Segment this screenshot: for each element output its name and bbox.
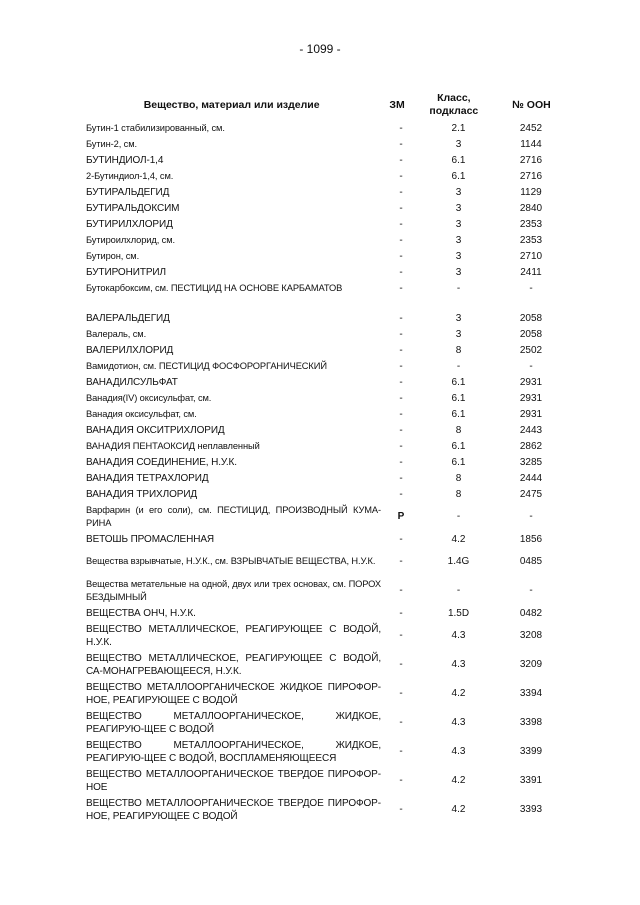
cell-un-number: 3393 (519, 804, 543, 815)
header-name: Вещество, материал или изделие (143, 99, 320, 111)
cell-zm: - (399, 392, 403, 404)
cell-class: 8 (455, 488, 462, 500)
cell-class: 3 (455, 312, 462, 324)
table-row (86, 679, 566, 708)
table-row (86, 374, 566, 390)
table-row (86, 422, 566, 438)
cell-class: 8 (455, 472, 462, 484)
cell-un-number: 3399 (519, 746, 543, 757)
cell-class: 4.3 (451, 746, 466, 757)
cell-class: 4.2 (451, 775, 466, 786)
table-row (86, 200, 566, 216)
table-row (86, 438, 566, 454)
cell-un-number: 2862 (519, 440, 543, 452)
cell-zm: - (399, 266, 403, 278)
cell-class: 4.2 (451, 533, 466, 545)
cell-un-number: 3398 (519, 717, 543, 728)
cell-name: Вамидотион, см. ПЕСТИЦИД ФОСФОРОРГАНИЧЕСКИЙ (86, 360, 327, 371)
cell-un-number: 2443 (519, 424, 543, 436)
cell-zm: - (399, 408, 403, 420)
table-row (86, 502, 566, 531)
cell-name: БУТИНДИОЛ-1,4 (86, 154, 164, 166)
cell-name: ВАНАДИЛСУЛЬФАТ (86, 376, 178, 388)
cell-class: 4.3 (451, 659, 466, 670)
cell-un-number: 1129 (520, 186, 542, 198)
cell-class: - (456, 360, 461, 372)
cell-un-number: 2411 (520, 266, 542, 278)
table-row (86, 358, 566, 374)
cell-un-number: 2475 (519, 488, 543, 500)
cell-name: БУТИРОНИТРИЛ (86, 266, 166, 278)
cell-zm: - (399, 186, 403, 198)
cell-name: 2-Бутиндиол-1,4, см. (86, 170, 174, 181)
cell-zm: - (399, 202, 403, 214)
cell-name: ВЕЩЕСТВО МЕТАЛЛИЧЕСКОЕ, РЕАГИРУЮЩЕЕ С ВОДОЙ, СА-МОНАГРЕВАЮЩЕЕСЯ, Н.У.К. (86, 652, 381, 677)
cell-class: 1.5D (447, 607, 470, 619)
table-row (86, 184, 566, 200)
cell-class: 3 (455, 138, 462, 150)
cell-un-number: 2840 (519, 202, 543, 214)
cell-class: 4.3 (451, 717, 466, 728)
cell-name: Бутин-2, см. (86, 138, 137, 149)
cell-name: Варфарин (и его соли), см. ПЕСТИЦИД, ПРОИЗВОДНЫЙ КУМА-РИНА (86, 504, 381, 528)
table-row (86, 621, 566, 650)
cell-un-number: 2058 (519, 312, 543, 324)
table-row (86, 795, 566, 824)
cell-zm: Р (397, 511, 405, 522)
cell-name: ВЕЩЕСТВО МЕТАЛЛООРГАНИЧЕСКОЕ ЖИДКОЕ ПИРОФОР-НОЕ, РЕАГИРУЮЩЕЕ С ВОДОЙ (86, 681, 381, 706)
cell-zm: - (399, 360, 403, 372)
table-row (86, 120, 566, 136)
table-row (86, 454, 566, 470)
cell-zm: - (399, 630, 403, 641)
cell-zm: - (399, 138, 403, 150)
cell-zm: - (399, 456, 403, 468)
table-row (86, 264, 566, 280)
cell-zm: - (399, 533, 403, 545)
cell-zm: - (399, 746, 403, 757)
cell-class: 6.1 (451, 170, 466, 182)
cell-un-number: - (529, 585, 533, 596)
cell-zm: - (399, 344, 403, 356)
cell-un-number: 3209 (519, 659, 543, 670)
cell-class: 8 (455, 344, 462, 356)
cell-zm: - (399, 804, 403, 815)
cell-un-number: 0485 (519, 556, 543, 567)
cell-zm: - (399, 122, 403, 134)
table-row (86, 486, 566, 502)
cell-name: ВАНАДИЯ ОКСИТРИХЛОРИД (86, 424, 225, 436)
cell-class: 8 (455, 424, 462, 436)
cell-name: Вещества метательные на одной, двух или трех основах, см. ПОРОХ БЕЗДЫМНЫЙ (86, 578, 381, 602)
cell-zm: - (399, 312, 403, 324)
cell-un-number: 3391 (519, 775, 543, 786)
cell-un-number: - (529, 511, 533, 522)
cell-un-number: 2502 (519, 344, 543, 356)
cell-class: 3 (455, 218, 462, 230)
cell-un-number: 2710 (519, 250, 543, 262)
table-row (86, 152, 566, 168)
table-row (86, 470, 566, 486)
cell-name: ВЕЩЕСТВО МЕТАЛЛООРГАНИЧЕСКОЕ ТВЕРДОЕ ПИРОФОР-НОЕ, РЕАГИРУЮЩЕЕ С ВОДОЙ (86, 797, 381, 822)
cell-un-number: 1144 (520, 138, 542, 150)
cell-class: 4.2 (451, 804, 466, 815)
cell-name: ВЕЩЕСТВО МЕТАЛЛИЧЕСКОЕ, РЕАГИРУЮЩЕЕ С ВОДОЙ, Н.У.К. (86, 623, 381, 648)
table-header (86, 92, 566, 118)
cell-class: - (456, 511, 461, 522)
cell-un-number: 2931 (519, 392, 543, 404)
cell-zm: - (399, 218, 403, 230)
cell-zm: - (399, 775, 403, 786)
cell-name: ВАНАДИЯ СОЕДИНЕНИЕ, Н.У.К. (86, 456, 237, 468)
cell-name: ВАНАДИЯ ТРИХЛОРИД (86, 488, 198, 500)
cell-zm: - (399, 234, 403, 246)
cell-class: 4.2 (451, 688, 466, 699)
cell-name: Бутироилхлорид, см. (86, 234, 175, 245)
cell-name: Ванадия оксисульфат, см. (86, 408, 197, 419)
cell-zm: - (399, 488, 403, 500)
table-row (86, 406, 566, 422)
cell-name: ВАЛЕРИЛХЛОРИД (86, 344, 174, 356)
cell-class: 6.1 (451, 408, 466, 420)
table-row (86, 168, 566, 184)
cell-un-number: 1856 (519, 533, 543, 545)
cell-name: ВЕТОШЬ ПРОМАСЛЕННАЯ (86, 533, 215, 545)
cell-class: 6.1 (451, 456, 466, 468)
table-row (86, 342, 566, 358)
cell-name: БУТИРАЛЬДЕГИД (86, 186, 170, 198)
cell-name: Бутокарбоксим, см. ПЕСТИЦИД НА ОСНОВЕ КАРБАМАТОВ (86, 282, 343, 293)
cell-class: 3 (455, 186, 462, 198)
cell-class: 6.1 (451, 440, 466, 452)
table-row (86, 390, 566, 406)
cell-class: 3 (455, 234, 462, 246)
table-row (86, 310, 566, 326)
table-row (86, 576, 566, 605)
cell-name: БУТИРИЛХЛОРИД (86, 218, 173, 230)
cell-name: Валераль, см. (86, 328, 147, 339)
cell-zm: - (399, 688, 403, 699)
header-un-number: № ООН (512, 99, 551, 111)
cell-class: 1.4G (447, 556, 470, 567)
cell-class: - (456, 282, 461, 294)
table-row (86, 605, 566, 621)
header-class: Класс, подкласс (429, 92, 479, 117)
cell-un-number: 2353 (519, 218, 543, 230)
cell-un-number: 2931 (519, 408, 543, 420)
cell-name: ВЕЩЕСТВО МЕТАЛЛООРГАНИЧЕСКОЕ ТВЕРДОЕ ПИРОФОР-НОЕ (86, 768, 381, 793)
cell-name: ВЕЩЕСТВА ОНЧ, Н.У.К. (86, 607, 196, 619)
cell-class: 3 (455, 328, 462, 340)
substances-table (86, 92, 566, 824)
table-row (86, 708, 566, 737)
cell-zm: - (399, 607, 403, 619)
cell-class: 3 (455, 266, 462, 278)
cell-un-number: 2931 (519, 376, 543, 388)
table-row (86, 650, 566, 679)
cell-zm: - (399, 717, 403, 728)
cell-un-number: 2353 (519, 234, 543, 246)
table-row (86, 248, 566, 264)
cell-zm: - (399, 556, 403, 567)
cell-zm: - (399, 440, 403, 452)
table-row (86, 737, 566, 766)
cell-class: 3 (455, 202, 462, 214)
table-row (86, 766, 566, 795)
cell-name: Вещества взрывчатые, Н.У.К., см. ВЗРЫВЧАТЫЕ ВЕЩЕСТВА, Н.У.К. (86, 556, 376, 566)
cell-name: БУТИРАЛЬДОКСИМ (86, 202, 180, 214)
cell-un-number: 3208 (519, 630, 543, 641)
page-number: - 1099 - (299, 42, 341, 56)
cell-un-number: 2716 (519, 154, 543, 166)
cell-zm: - (399, 154, 403, 166)
cell-class: 3 (455, 250, 462, 262)
table-row (86, 531, 566, 547)
cell-zm: - (399, 472, 403, 484)
cell-zm: - (399, 328, 403, 340)
cell-zm: - (399, 282, 403, 294)
cell-zm: - (399, 585, 403, 596)
cell-class: - (456, 585, 461, 596)
cell-un-number: 2452 (519, 122, 543, 134)
section-spacer (86, 296, 566, 310)
cell-class: 6.1 (451, 392, 466, 404)
cell-class: 4.3 (451, 630, 466, 641)
table-row (86, 136, 566, 152)
header-zm: ЗМ (389, 99, 405, 111)
cell-un-number: 2058 (519, 328, 543, 340)
cell-zm: - (399, 659, 403, 670)
table-row (86, 547, 566, 576)
cell-name: ВЕЩЕСТВО МЕТАЛЛООРГАНИЧЕСКОЕ, ЖИДКОЕ, РЕАГИРУЮ-ЩЕЕ С ВОДОЙ, ВОСПЛАМЕНЯЮЩЕЕСЯ (86, 739, 381, 764)
cell-zm: - (399, 170, 403, 182)
cell-name: Ванадия(IV) оксисульфат, см. (86, 392, 212, 403)
cell-un-number: 2444 (519, 472, 543, 484)
cell-un-number: - (529, 282, 533, 294)
cell-name: ВЕЩЕСТВО МЕТАЛЛООРГАНИЧЕСКОЕ, ЖИДКОЕ, РЕАГИРУЮ-ЩЕЕ С ВОДОЙ (86, 710, 381, 735)
cell-name: Бутирон, см. (86, 250, 140, 261)
cell-un-number: - (529, 360, 533, 372)
cell-class: 6.1 (451, 154, 466, 166)
cell-zm: - (399, 250, 403, 262)
table-row (86, 326, 566, 342)
table-row (86, 280, 566, 296)
cell-name: ВАЛЕРАЛЬДЕГИД (86, 312, 170, 324)
cell-class: 6.1 (451, 376, 466, 388)
table-row (86, 216, 566, 232)
cell-name: ВАНАДИЯ ТЕТРАХЛОРИД (86, 472, 209, 484)
cell-un-number: 2716 (519, 170, 543, 182)
cell-un-number: 3285 (519, 456, 543, 468)
cell-name: Бутин-1 стабилизированный, см. (86, 122, 225, 133)
table-row (86, 232, 566, 248)
cell-zm: - (399, 424, 403, 436)
cell-un-number: 0482 (519, 607, 543, 619)
table-body (86, 120, 566, 824)
cell-zm: - (399, 376, 403, 388)
cell-class: 2.1 (451, 122, 466, 134)
cell-un-number: 3394 (519, 688, 543, 699)
cell-name: ВАНАДИЯ ПЕНТАОКСИД неплавленный (86, 440, 260, 451)
